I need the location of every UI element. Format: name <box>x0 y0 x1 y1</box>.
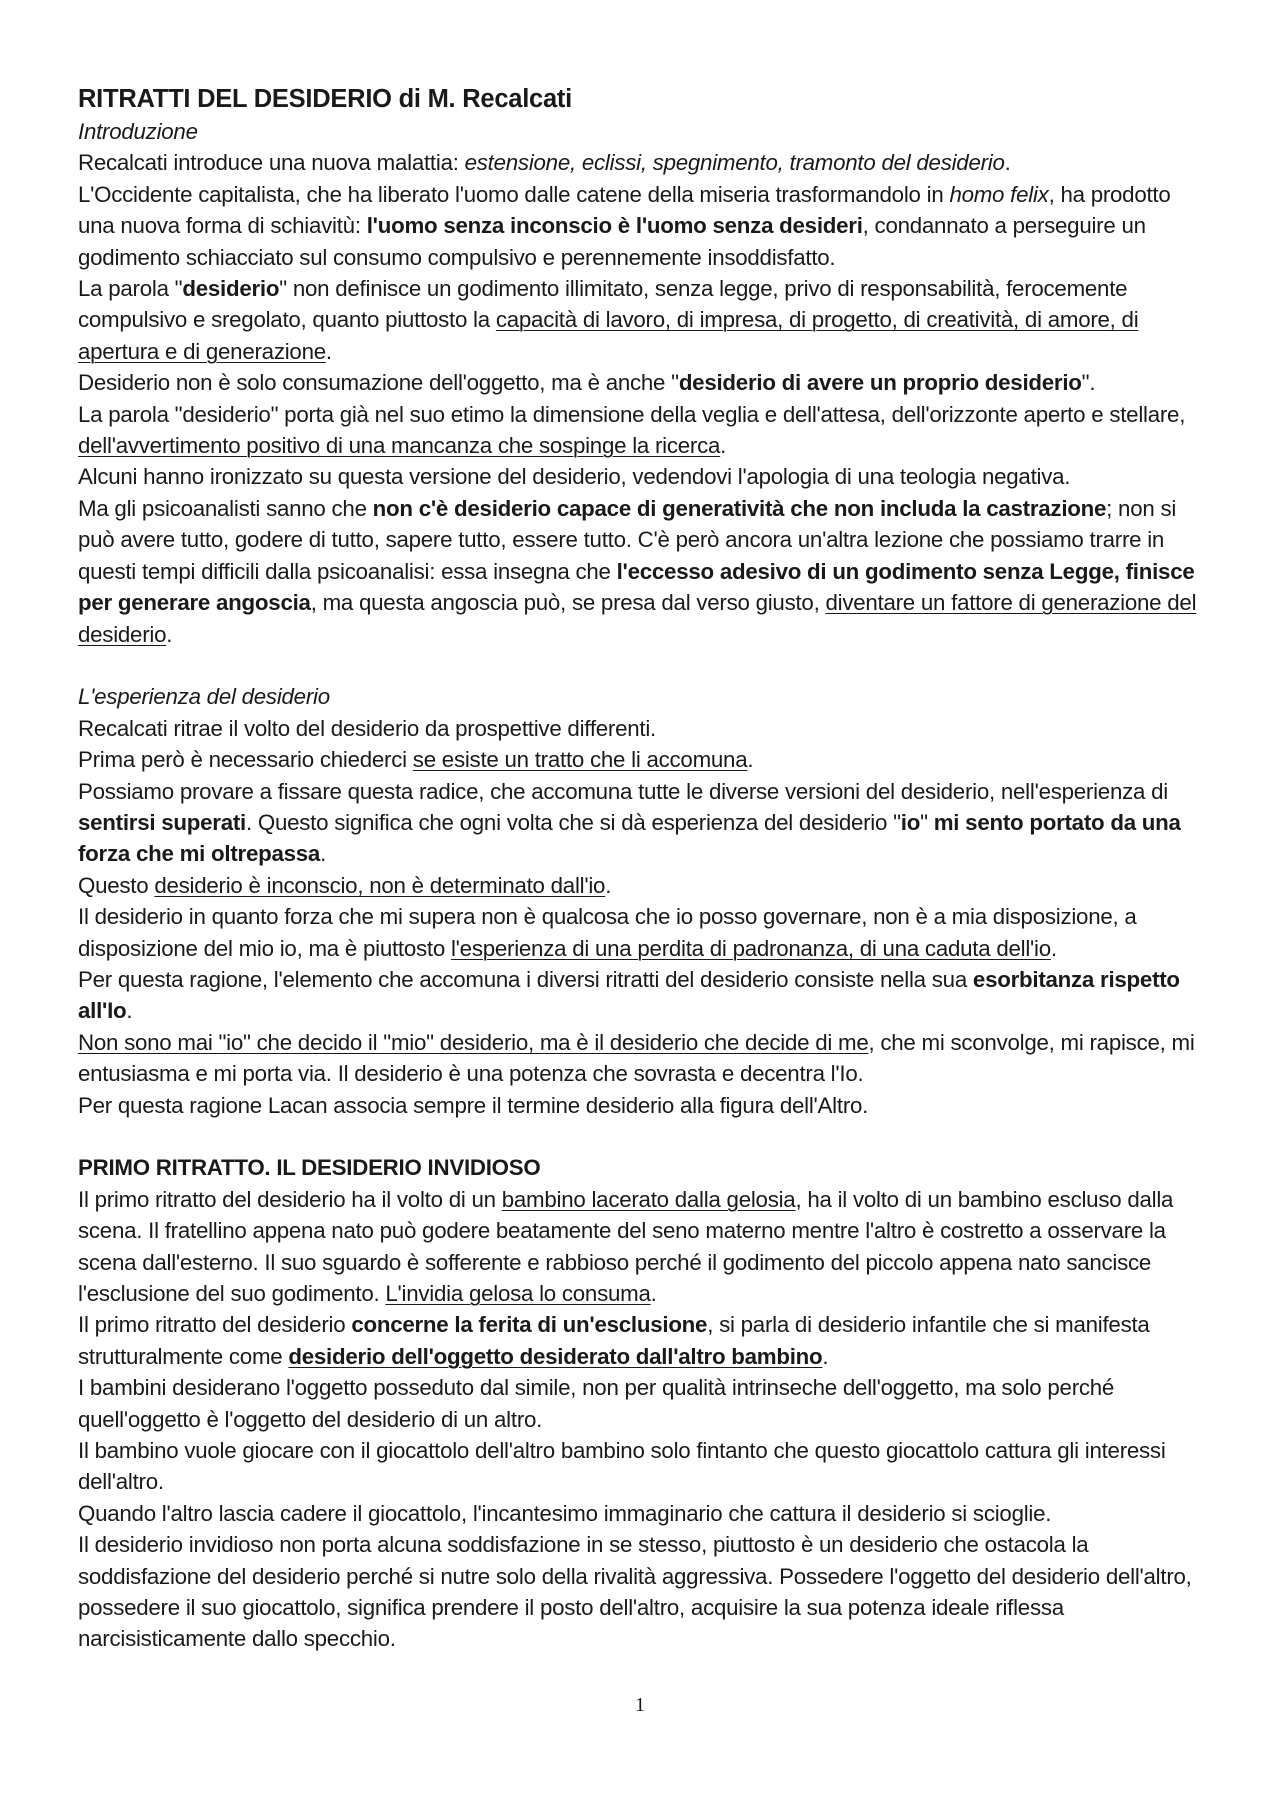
page-number: 1 <box>635 1694 645 1716</box>
intro-paragraph-7: Ma gli psicoanalisti sanno che non c'è desiderio capace di generatività che non includa la castrazione; non si può avere tutto, godere di tutto, sapere tutto, essere tutto. C'è però ancora un'altra lezione che possiamo trarre in questi tempi difficili dalla psicoanalisi: essa insegna che l'eccesso adesivo di un godimento senza Legge, finisce per generare angoscia, ma questa angoscia può, se presa dal verso giusto, diventare un fattore di generazione del desiderio. <box>78 495 1197 647</box>
intro-paragraph-4: Desiderio non è solo consumazione dell'oggetto, ma è anche "desiderio di avere un proprio desiderio". <box>78 370 1096 396</box>
intro-paragraph-1: Recalcati introduce una nuova malattia: estensione, eclissi, spegnimento, tramonto del desiderio. <box>78 150 1011 176</box>
document-title: RITRATTI DEL DESIDERIO di M. Recalcati <box>78 85 572 113</box>
experience-label: L'esperienza del desiderio <box>78 684 330 710</box>
bold-underlined-text: desiderio dell'oggetto desiderato dall'altro bambino <box>288 1343 823 1369</box>
bold-text: io <box>900 809 921 835</box>
first-portrait-paragraph-1: Il primo ritratto del desiderio ha il volto di un bambino lacerato dalla gelosia, ha il volto di un bambino escluso dalla scena. Il fratellino appena nato può godere beatamente del seno materno mentre l'altro è costretto a osservare la scena dall'esterno. Il suo sguardo è sofferente e rabbioso perché il godimento del piccolo appena nato sancisce l'esclusione del suo godimento. L'invidia gelosa lo consuma. <box>78 1186 1174 1306</box>
underlined-text: desiderio è inconscio, non è determinato dall'io <box>154 872 606 898</box>
first-portrait-paragraph-2: Il primo ritratto del desiderio concerne la ferita di un'esclusione, si parla di desiderio infantile che si manifesta strutturalmente come desiderio dell'oggetto desiderato dall'altro bambino. <box>78 1312 1150 1369</box>
experience-paragraph-3: Possiamo provare a fissare questa radice, che accomuna tutte le diverse versioni del desiderio, nell'esperienza di sentirsi superati. Questo significa che ogni volta che si dà esperienza del desiderio "io" mi sento portato da una forza che mi oltrepassa. <box>78 778 1181 867</box>
underlined-text: L'invidia gelosa lo consuma <box>385 1281 651 1306</box>
experience-paragraph-7: Non sono mai "io" che decido il "mio" desiderio, ma è il desiderio che decide di me, che mi sconvolge, mi rapisce, mi entusiasma e mi porta via. Il desiderio è una potenza che sovrasta e decentra l'Io. <box>78 1029 1195 1087</box>
underlined-text: diventare un fattore di generazione del desiderio <box>78 590 1197 647</box>
bold-text: concerne la ferita di un'esclusione <box>351 1312 708 1338</box>
intro-paragraph-3: La parola "desiderio" non definisce un godimento illimitato, senza legge, privo di responsabilità, ferocemente compulsivo e sregolato, quanto piuttosto la capacità di lavoro, di impresa, di progetto, di creatività, di amore, di apertura e di generazione. <box>78 276 1139 364</box>
underlined-text: dell'avvertimento positivo di una mancanza che sospinge la ricerca <box>78 433 721 459</box>
bold-text: desiderio <box>182 276 280 302</box>
first-portrait-paragraph-3: I bambini desiderano l'oggetto posseduto dal simile, non per qualità intrinseche dell'oggetto, ma solo perché quell'oggetto è l'oggetto del desiderio di un altro. <box>78 1375 1115 1432</box>
intro-paragraph-5: La parola "desiderio" porta già nel suo etimo la dimensione della veglia e dell'attesa, dell'orizzonte aperto e stellare, dell'avvertimento positivo di una mancanza che sospinge la ricerca. <box>78 401 1186 459</box>
underlined-text: Non sono mai "io" che decido il "mio" desiderio, ma è il desiderio che decide di me <box>78 1029 869 1055</box>
experience-paragraph-4: Questo desiderio è inconscio, non è determinato dall'io. <box>78 872 612 898</box>
paragraph-gap <box>78 1121 1208 1152</box>
underlined-text: se esiste un tratto che li accomuna <box>412 747 748 773</box>
first-portrait-paragraph-4: Il bambino vuole giocare con il giocattolo dell'altro bambino solo fintanto che questo giocattolo cattura gli interessi dell'altro. <box>78 1438 1166 1495</box>
document-body <box>78 82 1208 1655</box>
underlined-text: l'esperienza di una perdita di padronanza, di una caduta dell'io <box>450 935 1051 961</box>
bold-text: sentirsi superati <box>78 809 246 835</box>
experience-paragraph-8: Per questa ragione Lacan associa sempre il termine desiderio alla figura dell'Altro. <box>78 1092 869 1118</box>
intro-label: Introduzione <box>78 119 198 144</box>
intro-paragraph-2: L'Occidente capitalista, che ha liberato l'uomo dalle catene della miseria trasformandolo in homo felix, ha prodotto una nuova forma di schiavitù: l'uomo senza inconscio è l'uomo senza desideri, condannato a perseguire un godimento schiacciato sul consumo compulsivo e perennemente insoddisfatto. <box>78 181 1171 270</box>
experience-paragraph-2: Prima però è necessario chiederci se esiste un tratto che li accomuna. <box>78 747 754 773</box>
experience-paragraph-1: Recalcati ritrae il volto del desiderio da prospettive differenti. <box>78 715 656 741</box>
bold-text: l'eccesso adesivo di un godimento senza Legge, finisce per generare angoscia <box>78 558 1195 616</box>
intro-paragraph-6: Alcuni hanno ironizzato su questa versione del desiderio, vedendovi l'apologia di una teologia negativa. <box>78 464 1071 490</box>
experience-paragraph-6: Per questa ragione, l'elemento che accomuna i diversi ritratti del desiderio consiste nella sua esorbitanza rispetto all'Io. <box>78 966 1180 1024</box>
bold-text: esorbitanza rispetto all'Io <box>78 966 1180 1024</box>
underlined-text: bambino lacerato dalla gelosia <box>501 1186 796 1212</box>
bold-text: l'uomo senza inconscio è l'uomo senza desideri <box>366 213 863 239</box>
underlined-text: capacità di lavoro, di impresa, di progetto, di creatività, di amore, di apertura e di generazione <box>78 307 1139 364</box>
first-portrait-heading: PRIMO RITRATTO. IL DESIDERIO INVIDIOSO <box>78 1155 541 1181</box>
bold-text: desiderio di avere un proprio desiderio <box>678 370 1082 396</box>
paragraph-gap <box>78 650 1208 681</box>
first-portrait-paragraph-6: Il desiderio invidioso non porta alcuna soddisfazione in se stesso, piuttosto è un desiderio che ostacola la soddisfazione del desiderio perché si nutre solo della rivalità aggressiva. Possedere l'oggetto del desiderio dell'altro, possedere il suo giocattolo, significa prendere il posto dell'altro, acquisire la sua potenza ideale riflessa narcisisticamente dallo specchio. <box>78 1532 1192 1652</box>
first-portrait-paragraph-5: Quando l'altro lascia cadere il giocattolo, l'incantesimo immaginario che cattura il desiderio si scioglie. <box>78 1500 1052 1526</box>
experience-paragraph-5: Il desiderio in quanto forza che mi supera non è qualcosa che io posso governare, non è a mia disposizione, a disposizione del mio io, ma è piuttosto l'esperienza di una perdita di padronanza, di una caduta dell'io. <box>78 904 1137 961</box>
bold-text: mi sento portato da una forza che mi oltrepassa <box>78 809 1181 867</box>
italic-text: homo felix <box>949 181 1049 207</box>
italic-text: estensione, eclissi, spegnimento, tramonto del desiderio <box>464 150 1005 176</box>
bold-text: non c'è desiderio capace di generatività che non includa la castrazione <box>372 495 1107 521</box>
